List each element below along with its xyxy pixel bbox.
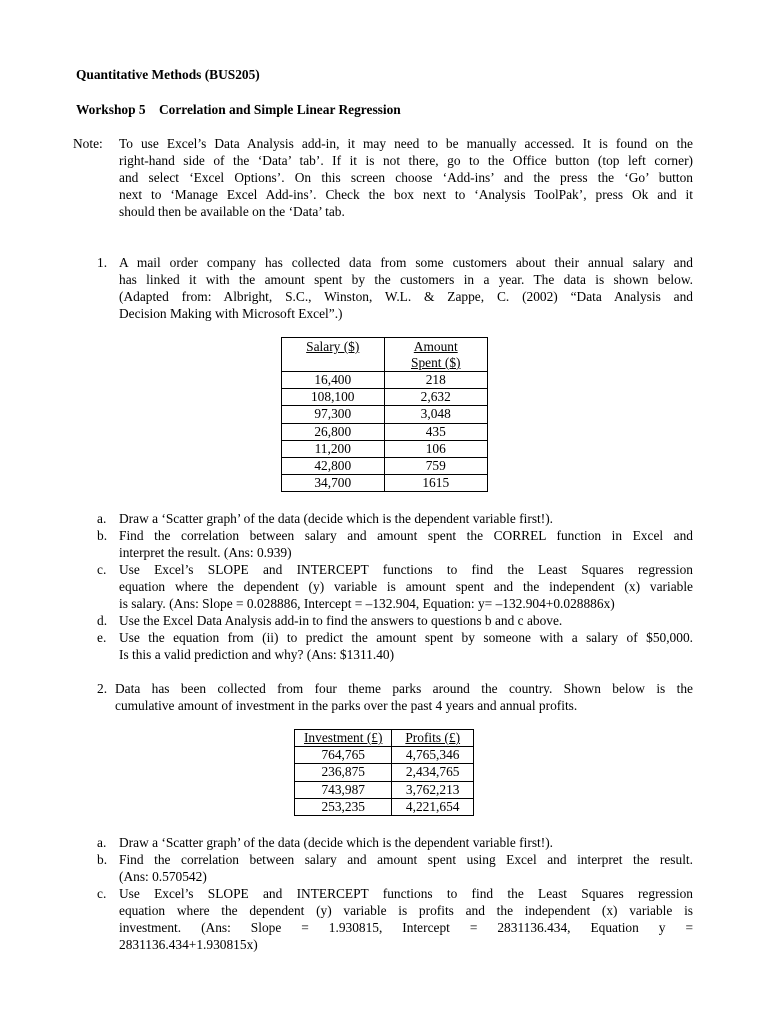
q1-part-c: c. Use Excel’s SLOPE and INTERCEPT functions to find the Least Squares regression equation where the dependent (y) variable is amount spent and the independent (x) variable is salary. (Ans: Slope = 0.028886, Intercept = –132.904, Equation: y= –132.904+0.028886x) xyxy=(97,562,693,611)
question-2-text xyxy=(115,681,693,715)
note-label: Note: xyxy=(73,136,103,151)
table-header-profits: Profits (£) xyxy=(392,730,474,747)
q2-part-b: b. Find the correlation between salary and amount spent using Excel and interpret the result. (Ans: 0.570542) xyxy=(97,852,693,884)
note-line: next to ‘Manage Excel Add-ins’. Check the box next to ‘Analysis ToolPak’, press Ok and it xyxy=(119,186,693,202)
workshop-number: Workshop 5 xyxy=(76,102,146,117)
investment-profits-table xyxy=(294,729,474,816)
q2-line: Data has been collected from four theme parks around the country. Shown below is the xyxy=(115,681,693,696)
table-row: 743,987 3,762,213 xyxy=(295,781,474,798)
q1-line: has linked it with the amount spent by the customers in a year. The data is shown below. xyxy=(119,271,693,287)
q1-part-b: b. Find the correlation between salary and amount spent the CORREL function in Excel and interpret the result. (Ans: 0.939) xyxy=(97,528,693,560)
note-line: should then be available on the ‘Data’ tab. xyxy=(119,203,345,219)
workshop-topic: Correlation and Simple Linear Regression xyxy=(158,102,401,117)
question-1-number: 1. xyxy=(97,255,108,270)
table-row: 97,300 3,048 xyxy=(282,406,488,423)
table-row: 34,700 1615 xyxy=(282,475,488,492)
table-row: 26,800 435 xyxy=(282,423,488,440)
table-row: 764,765 4,765,346 xyxy=(295,747,474,764)
workshop-title xyxy=(76,102,401,119)
q2-part-a: a. Draw a ‘Scatter graph’ of the data (decide which is the dependent variable first!). xyxy=(97,835,554,850)
salary-spending-table xyxy=(281,337,488,492)
question-1-text xyxy=(119,255,693,323)
q1-part-d: d. Use the Excel Data Analysis add-in to find the answers to questions b and c above. xyxy=(97,613,563,628)
question-2-number: 2. xyxy=(97,681,108,696)
table-row: 11,200 106 xyxy=(282,440,488,457)
table-header-salary: Salary ($) xyxy=(282,338,385,372)
course-title: Quantitative Methods (BUS205) xyxy=(76,67,260,82)
table-header-amount-spent: Amount Spent ($) xyxy=(384,338,488,372)
table-row: 236,875 2,434,765 xyxy=(295,764,474,781)
q1-part-a: a. Draw a ‘Scatter graph’ of the data (decide which is the dependent variable first!). xyxy=(97,511,554,526)
q1-part-e: e. Use the equation from (ii) to predict the amount spent by someone with a salary of $50,000. Is this a valid prediction and why? (Ans: $1311.40) xyxy=(97,630,693,662)
note-line: To use Excel’s Data Analysis add-in, it may need to be manually accessed. It is found on the xyxy=(119,136,693,151)
q1-line: Decision Making with Microsoft Excel”.) xyxy=(119,305,343,321)
q2-line: cumulative amount of investment in the parks over the past 4 years and annual profits. xyxy=(115,697,578,713)
table-row: 16,400 218 xyxy=(282,372,488,389)
table-row: 108,100 2,632 xyxy=(282,389,488,406)
table-row: 253,235 4,221,654 xyxy=(295,798,474,815)
table-header-investment: Investment (£) xyxy=(295,730,392,747)
q2-part-c: c. Use Excel’s SLOPE and INTERCEPT functions to find the Least Squares regression equation where the dependent (y) variable is profits and the independent (x) variable is investment. (Ans: Slope = 1.930815, Intercept = 2831136.434, Equation y = 2831136.434+1.930815x) xyxy=(97,886,693,952)
q1-line: A mail order company has collected data from some customers about their annual salary and xyxy=(119,255,693,270)
note-line: right-hand side of the ‘Data’ tab’. If it is not there, go to the Office button (top left corner) xyxy=(119,152,693,168)
q1-line: (Adapted from: Albright, S.C., Winston, W.L. & Zappe, C. (2002) “Data Analysis and xyxy=(119,288,693,304)
table-row: 42,800 759 xyxy=(282,458,488,475)
note-text xyxy=(119,136,693,221)
note-line: and select ‘Excel Options’. On this screen choose ‘Add-ins’ and the press the ‘Go’ button xyxy=(119,169,693,185)
